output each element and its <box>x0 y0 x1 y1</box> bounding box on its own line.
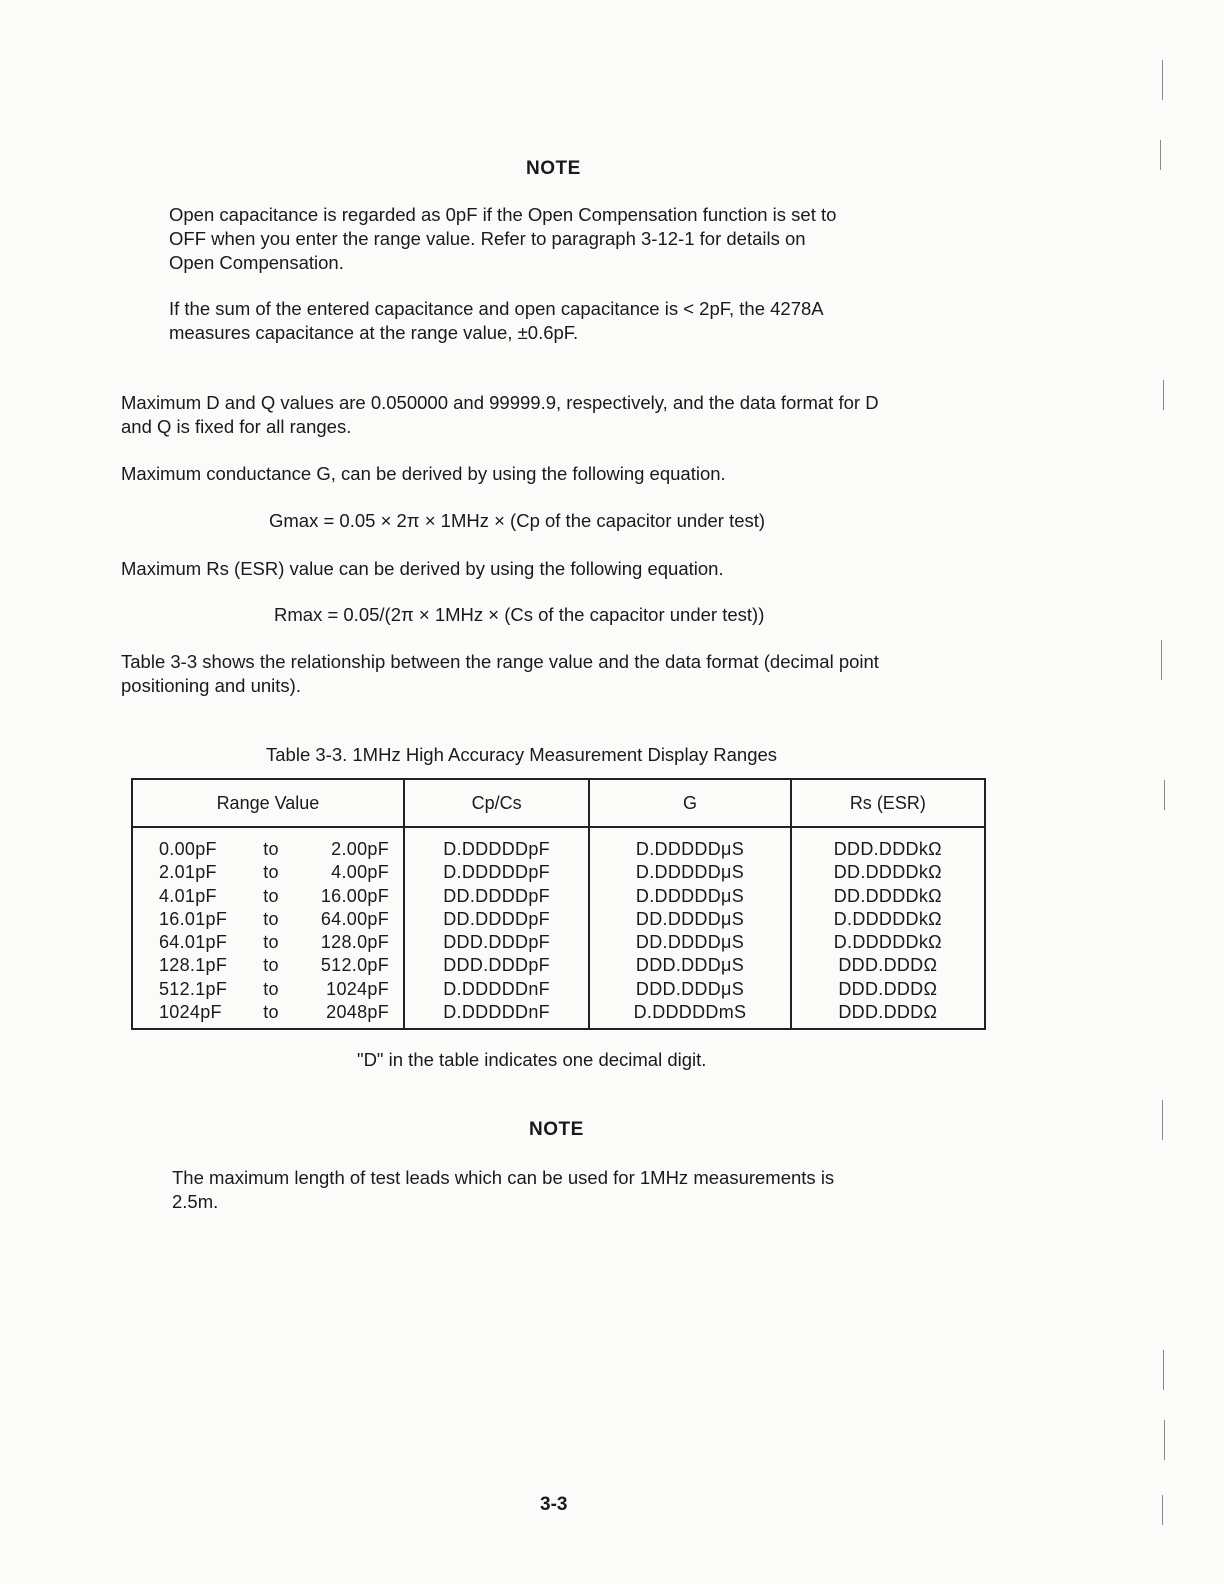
g-format: DDD.DDDμS <box>635 955 744 976</box>
cp-cs-column <box>404 827 589 1029</box>
table-row <box>133 908 403 931</box>
table-row <box>133 978 403 1001</box>
g-format: D.DDDDDμS <box>635 839 744 859</box>
table-caption: Table 3-3. 1MHz High Accuracy Measurement Display Ranges <box>266 744 778 765</box>
rs-format: DD.DDDDkΩ <box>833 862 942 883</box>
text-line: measures capacitance at the range value, ±0.6pF. <box>169 322 579 343</box>
table-body-row <box>132 827 985 1029</box>
rs-format: D.DDDDDkΩ <box>833 932 942 953</box>
range-to: 64.00pF <box>320 908 389 929</box>
range-to: 512.0pF <box>320 955 389 976</box>
rs-format: DDD.DDDΩ <box>838 955 938 976</box>
table-row <box>133 885 403 908</box>
paragraph-table-intro <box>121 650 879 698</box>
rs-format: DDD.DDDkΩ <box>833 839 942 859</box>
range-from: 1024pF <box>159 1002 222 1023</box>
scan-margin-mark <box>1161 640 1162 680</box>
table-row <box>133 838 403 861</box>
text-line: 2.5m. <box>172 1191 219 1212</box>
rs-format: DDD.DDDΩ <box>838 978 938 999</box>
range-value-column <box>132 827 404 1029</box>
cp-cs-format: D.DDDDDpF <box>443 839 550 859</box>
g-format: DDD.DDDμS <box>635 978 744 999</box>
range-to-word: to <box>263 978 279 999</box>
range-from: 128.1pF <box>159 955 228 976</box>
g-format: D.DDDDDμS <box>635 862 744 883</box>
equation-rmax: Rmax = 0.05/(2π × 1MHz × (Cs of the capacitor under test)) <box>274 604 765 625</box>
paragraph-max-conductance: Maximum conductance G, can be derived by using the following equation. <box>121 463 726 484</box>
text-line: and Q is fixed for all ranges. <box>121 416 352 437</box>
g-format: D.DDDDDmS <box>633 1002 747 1023</box>
note-heading: NOTE <box>526 158 581 179</box>
scan-margin-mark <box>1162 60 1163 100</box>
range-from: 2.01pF <box>159 862 217 883</box>
table-footnote: "D" in the table indicates one decimal digit. <box>357 1049 707 1070</box>
text-line: positioning and units). <box>121 675 301 696</box>
note-paragraph-open-compensation <box>169 203 836 275</box>
column-header-g: G <box>589 779 790 827</box>
scan-margin-mark <box>1164 780 1165 810</box>
range-to-word: to <box>263 839 279 859</box>
cp-cs-format: D.DDDDDnF <box>443 1002 550 1023</box>
range-to: 2.00pF <box>331 839 389 859</box>
cp-cs-format: DDD.DDDpF <box>443 955 550 976</box>
paragraph-max-rs: Maximum Rs (ESR) value can be derived by using the following equation. <box>121 558 724 579</box>
cp-cs-format: DD.DDDDpF <box>443 885 550 906</box>
equation-gmax: Gmax = 0.05 × 2π × 1MHz × (Cp of the capacitor under test) <box>269 510 766 531</box>
range-to: 1024pF <box>326 978 389 999</box>
cp-cs-format: D.DDDDDnF <box>443 978 550 999</box>
table-row <box>133 931 403 954</box>
range-to-word: to <box>263 955 279 976</box>
range-to: 4.00pF <box>331 862 389 883</box>
scan-margin-mark <box>1164 1420 1165 1460</box>
g-format: DD.DDDDμS <box>635 908 744 929</box>
column-header-rs-esr: Rs (ESR) <box>791 779 985 827</box>
text-line: OFF when you enter the range value. Refer to paragraph 3-12-1 for details on <box>169 228 806 249</box>
range-to-word: to <box>263 885 279 906</box>
g-column <box>589 827 790 1029</box>
paragraph-max-d-q <box>121 391 879 439</box>
range-from: 16.01pF <box>159 908 228 929</box>
text-line: The maximum length of test leads which can be used for 1MHz measurements is <box>172 1167 835 1188</box>
range-from: 64.01pF <box>159 932 228 953</box>
table-row <box>133 1001 403 1024</box>
text-line: Open capacitance is regarded as 0pF if the Open Compensation function is set to <box>169 204 837 225</box>
g-format: D.DDDDDμS <box>635 885 744 906</box>
g-format: DD.DDDDμS <box>635 932 744 953</box>
scan-margin-mark <box>1163 380 1164 410</box>
range-from: 512.1pF <box>159 978 228 999</box>
text-line: Open Compensation. <box>169 252 344 273</box>
rs-format: D.DDDDDkΩ <box>833 908 942 929</box>
rs-format: DD.DDDDkΩ <box>833 885 942 906</box>
text-line: Maximum D and Q values are 0.050000 and 99999.9, respectively, and the data format for D <box>121 392 879 413</box>
table-header-row <box>132 779 985 827</box>
scan-margin-mark <box>1160 140 1161 170</box>
rs-format: DDD.DDDΩ <box>838 1002 938 1023</box>
cp-cs-format: DD.DDDDpF <box>443 908 550 929</box>
range-to-word: to <box>263 908 279 929</box>
range-to: 128.0pF <box>320 932 389 953</box>
scan-margin-mark <box>1162 1495 1163 1525</box>
rs-esr-column <box>791 827 985 1029</box>
note-paragraph-sum-capacitance <box>169 297 824 345</box>
table-row <box>133 954 403 977</box>
range-from: 0.00pF <box>159 839 217 859</box>
column-header-range-value: Range Value <box>132 779 404 827</box>
note-heading: NOTE <box>529 1119 584 1140</box>
table-row <box>133 861 403 884</box>
note-paragraph-test-leads <box>172 1166 834 1214</box>
column-header-cp-cs: Cp/Cs <box>404 779 589 827</box>
range-to-word: to <box>263 1002 279 1023</box>
display-ranges-table <box>131 778 986 1030</box>
text-line: If the sum of the entered capacitance and open capacitance is < 2pF, the 4278A <box>169 298 824 319</box>
cp-cs-format: D.DDDDDpF <box>443 862 550 883</box>
scan-margin-mark <box>1162 1100 1163 1140</box>
range-from: 4.01pF <box>159 885 217 906</box>
text-line: Table 3-3 shows the relationship between the range value and the data format (decimal point <box>121 651 879 672</box>
range-to: 2048pF <box>326 1002 389 1023</box>
scan-margin-mark <box>1163 1350 1164 1390</box>
range-to: 16.00pF <box>320 885 389 906</box>
cp-cs-format: DDD.DDDpF <box>443 932 550 953</box>
range-to-word: to <box>263 932 279 953</box>
page-number: 3-3 <box>540 1494 568 1515</box>
range-to-word: to <box>263 862 279 883</box>
